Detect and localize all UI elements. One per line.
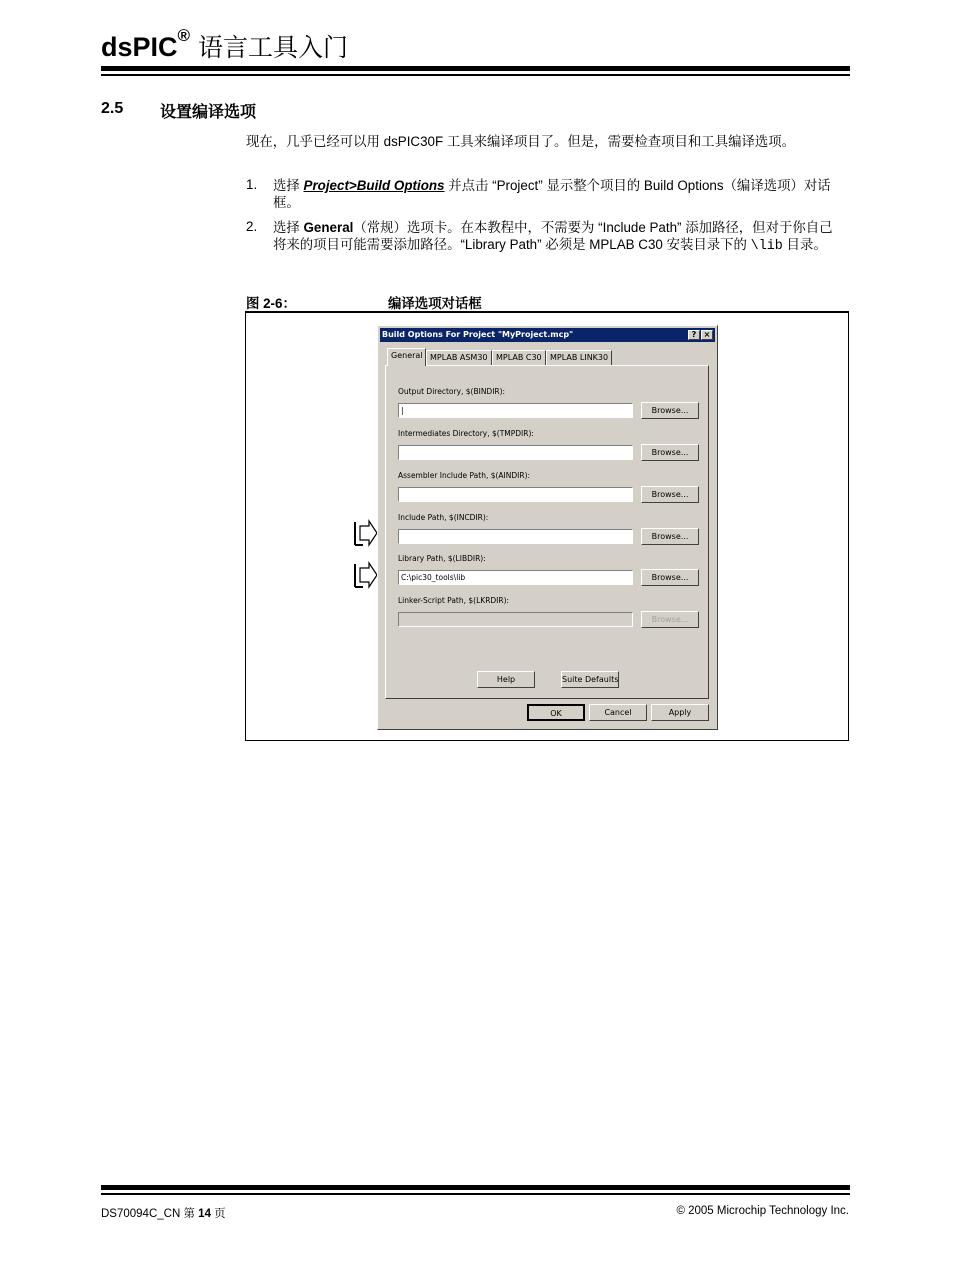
build-options-dialog [377, 325, 718, 730]
footer-copyright: © 2005 Microchip Technology Inc. [676, 1205, 849, 1217]
list-item-2 [273, 219, 844, 255]
tab-mplab-link30[interactable]: MPLAB LINK30 [546, 350, 612, 365]
field-label: Include Path, $(INCDIR): [398, 513, 489, 522]
browse-button-assembler[interactable]: Browse... [641, 486, 699, 503]
intro-paragraph: 现在，几乎已经可以用 dsPIC30F 工具来编译项目了。但是，需要检查项目和工具编译选项。 [246, 134, 796, 149]
tab-mplab-asm30[interactable]: MPLAB ASM30 [426, 350, 492, 365]
header-rule-thin [101, 74, 850, 76]
field-label: Linker-Script Path, $(LKRDIR): [398, 596, 510, 605]
page-number: 14 [198, 1208, 211, 1220]
field-label: Assembler Include Path, $(AINDIR): [398, 471, 531, 480]
list-item-1-pre: 选择 [273, 178, 304, 193]
help-button[interactable]: Help [477, 671, 535, 688]
figure-label: 图 2-6： [246, 296, 296, 311]
browse-button-library[interactable]: Browse... [641, 569, 699, 586]
suite-defaults-button[interactable]: Suite Defaults [561, 671, 619, 688]
list-item-2-mid: （常规）选项卡。在本教程中，不需要为 “Include Path” 添加路径，但对于你自己将来的项目可能需要添加路径。“Library Path” 必须是 MPLAB C30 安装目录下的 [273, 220, 833, 252]
list-item-number: 2. [246, 219, 258, 234]
figure-caption: 编译选项对话框 [388, 296, 482, 311]
page-header-title [101, 28, 348, 64]
browse-button-intermediates[interactable]: Browse... [641, 444, 699, 461]
doc-id: DS70094C_CN [101, 1208, 181, 1220]
browse-button-output[interactable]: Browse... [641, 402, 699, 419]
library-path-input[interactable]: C:\pic30_tools\lib [398, 570, 633, 585]
general-bold: General [303, 220, 354, 235]
page-label-post: 页 [210, 1208, 226, 1220]
dialog-title-bar[interactable] [380, 328, 715, 342]
close-icon[interactable]: × [701, 330, 713, 340]
list-item-2-pre: 选择 [273, 220, 304, 235]
browse-button-linker: Browse... [641, 611, 699, 628]
include-path-input[interactable] [398, 529, 633, 544]
footer-rule-thin [101, 1193, 850, 1195]
apply-button[interactable]: Apply [651, 704, 709, 721]
list-item-number: 1. [246, 177, 258, 192]
ok-button[interactable]: OK [527, 704, 585, 721]
field-label: Output Directory, $(BINDIR): [398, 387, 506, 396]
section-number: 2.5 [101, 100, 124, 117]
intermediates-directory-input[interactable] [398, 445, 633, 460]
list-item-2-post: 目录。 [782, 237, 827, 252]
footer-doc-id [101, 1205, 226, 1221]
pointer-arrow-icon [352, 560, 378, 592]
field-label: Intermediates Directory, $(TMPDIR): [398, 429, 534, 438]
registered-mark: ® [177, 26, 191, 45]
general-tab-panel [385, 365, 709, 699]
assembler-include-path-input[interactable] [398, 487, 633, 502]
output-directory-input[interactable]: | [398, 403, 633, 418]
pointer-arrow-icon [352, 518, 378, 550]
section-title: 设置编译选项 [160, 102, 257, 121]
linker-script-path-input [398, 612, 633, 627]
page-label-pre: 第 [183, 1208, 199, 1220]
list-item-1 [273, 177, 844, 211]
list-item-1-post: 并点击 “Project” 显示整个项目的 Build Options（编译选项）对话框。 [273, 178, 831, 210]
help-question-icon[interactable]: ? [688, 330, 700, 340]
tab-general[interactable]: General [387, 348, 426, 366]
browse-button-include[interactable]: Browse... [641, 528, 699, 545]
lib-code: \lib [750, 239, 783, 254]
dialog-title: Build Options For Project "MyProject.mcp" [382, 330, 574, 339]
project-build-options-link[interactable]: Project>Build Options [303, 178, 445, 193]
header-title-cn: 语言工具入门 [190, 33, 349, 62]
header-rule-thick [101, 66, 850, 71]
tab-mplab-c30[interactable]: MPLAB C30 [492, 350, 546, 365]
cancel-button[interactable]: Cancel [589, 704, 647, 721]
header-brand: dsPIC [101, 32, 178, 62]
field-label: Library Path, $(LIBDIR): [398, 554, 486, 563]
footer-rule-thick [101, 1185, 850, 1190]
